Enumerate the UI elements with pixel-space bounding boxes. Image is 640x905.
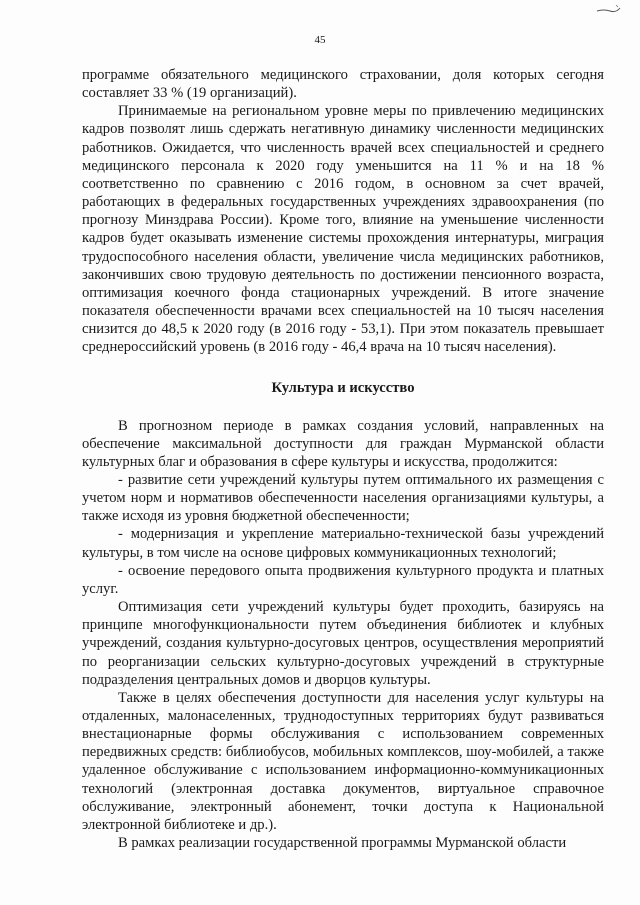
paragraph-medical-staff: Принимаемые на региональном уровне меры по привлечению медицинских кадров позволят лишь сдержать негативную динамику численности медицинских работников. Ожидается, что численность врачей всех специальностей и среднего медицинского персонала к 2020 году уменьшится на 11 % и на 18 % соответственно по сравнению с 2016 годом, в основном за счет врачей, работающих в федеральных государственных учреждениях здравоохранения (по прогнозу Минздрава России). Кроме того, влияние на уменьшение численности кадров будет оказывать изменение системы прохождения интернатуры, миграция трудоспособного населения области, увеличение числа медицинских работников, закончивших свою трудовую деятельность по достижении пенсионного возраста, оптимизация коечного фонда стационарных учреждений. В итоге значение показателя обеспеченности врачами всех специальностей на 10 тысяч населения снизится до 48,5 к 2020 году (в 2016 году - 53,1). При этом показатель превышает среднероссийский уровень (в 2016 году - 46,4 врача на 10 тысяч населения). [82, 103, 604, 356]
document-body [82, 66, 604, 852]
page-number: 45 [314, 34, 326, 46]
scan-mark-icon [596, 3, 622, 13]
paragraph-state-program: В рамках реализации государственной программы Мурманской области [118, 835, 567, 852]
list-item-experience: - освоение передового опыта продвижения культурного продукта и платных услуг. [82, 562, 604, 597]
paragraph-optimization: Оптимизация сети учреждений культуры будет проходить, базируясь на принципе многофункциональности путем объединения библиотек и клубных учреждений, создания культурно-досуговых центров, осуществления мероприятий по реорганизации сельских культурно-досуговых учреждений в структурные подразделения центральных домов и дворцов культуры. [82, 599, 604, 688]
paragraph-insurance: программе обязательного медицинского страховании, доля которых сегодня составляет 33 % (19 организаций). [82, 67, 604, 102]
list-item-modernization: - модернизация и укрепление материально-технической базы учреждений культуры, в том числе на основе цифровых коммуникационных технологий; [82, 526, 604, 561]
paragraph-accessibility: Также в целях обеспечения доступности для населения услуг культуры на отдаленных, малонаселенных, труднодоступных территориях будут развиваться внестационарные формы обслуживания с использованием современных передвижных средств: библиобусов, мобильных комплексов, шоу-мобилей, а также удаленное обслуживание с использованием информационно-коммуникационных технологий (электронная доставка документов, виртуальное справочное обслуживание, электронный абонемент, точки доступа к Национальной электронной библиотеке и др.). [82, 689, 604, 833]
list-item-network: - развитие сети учреждений культуры путем оптимального их размещения с учетом норм и нормативов обеспеченности населения организациями культуры, а также исходя из уровня бюджетной обеспеченности; [82, 471, 604, 525]
section-heading: Культура и искусство [271, 379, 415, 396]
paragraph-forecast: В прогнозном периоде в рамках создания условий, направленных на обеспечение максимальной доступности для граждан Мурманской области культурных благ и образования в сфере культуры и искусства, продолжится: [82, 417, 604, 470]
